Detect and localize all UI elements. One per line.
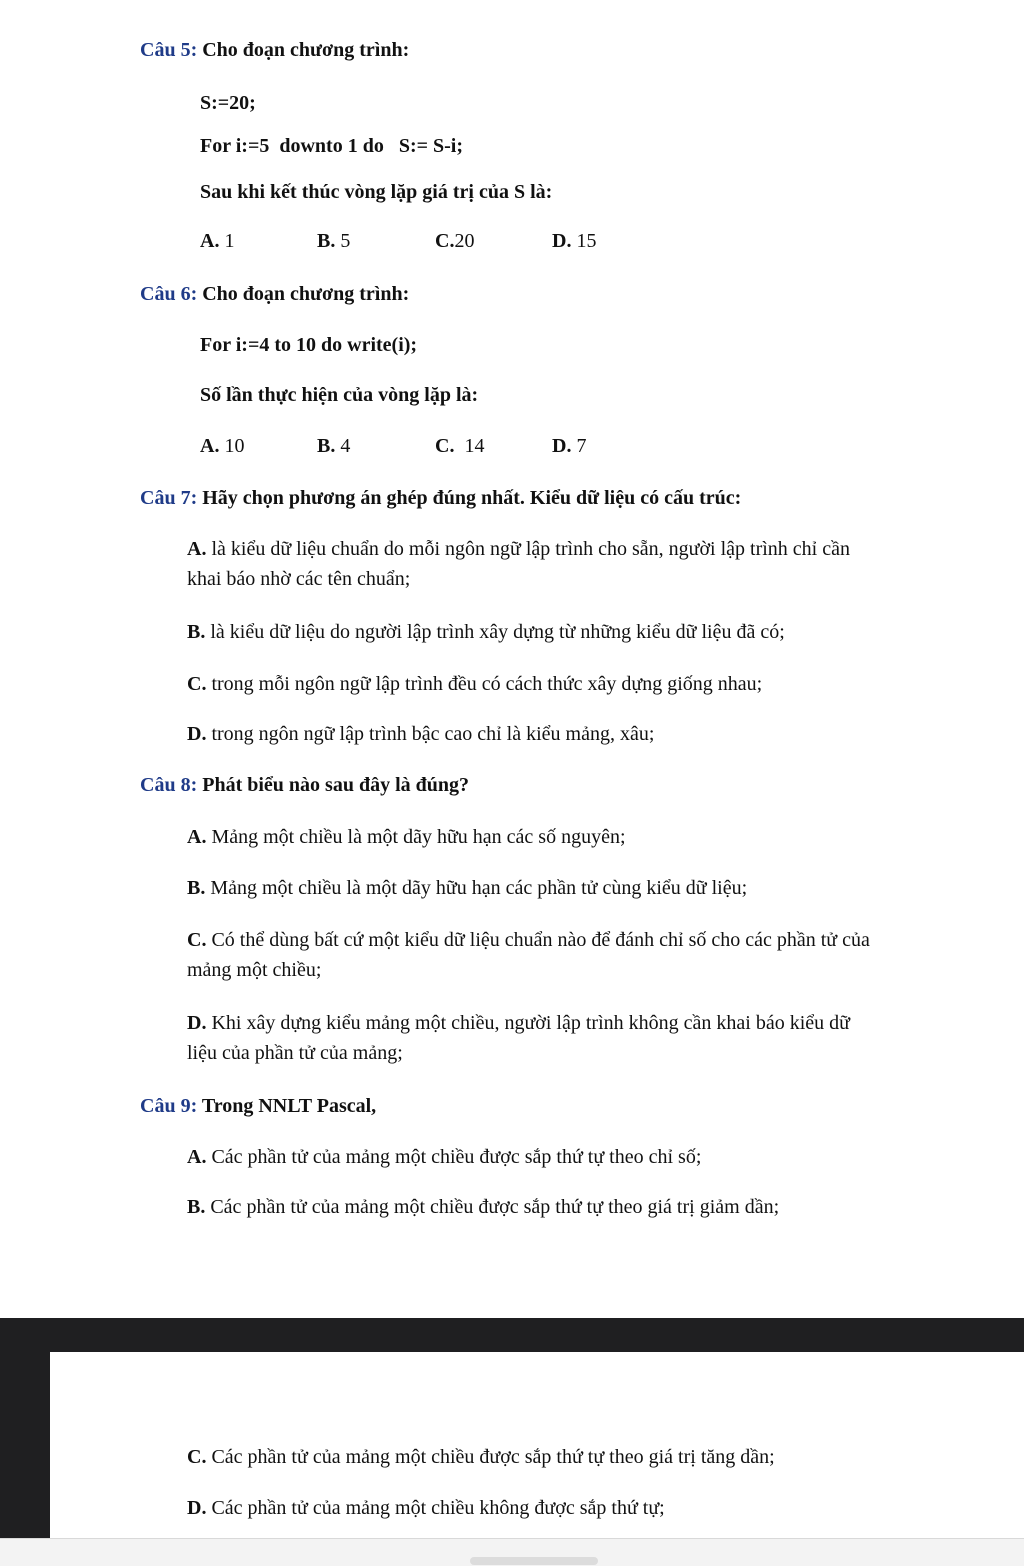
question-5-heading <box>140 38 409 62</box>
question-8-option-a: A. Mảng một chiều là một dãy hữu hạn các số nguyên; <box>187 826 626 848</box>
question-7-heading <box>140 486 741 510</box>
question-9-label: Câu 9: <box>140 1095 198 1117</box>
question-9-option-d: D. Các phần tử của mảng một chiều không được sắp thứ tự; <box>187 1497 665 1519</box>
document-page-2 <box>50 1352 1024 1538</box>
question-7-label: Câu 7: <box>140 487 198 509</box>
question-7-option-c: C. trong mỗi ngôn ngữ lập trình đều có cách thức xây dựng giống nhau; <box>187 673 763 695</box>
question-6-option-c: C. 14 <box>435 435 485 457</box>
question-9-option-b: B. Các phần tử của mảng một chiều được sắp thứ tự theo giá trị giảm dần; <box>187 1196 780 1218</box>
question-8-text: Phát biểu nào sau đây là đúng? <box>197 774 469 796</box>
question-8-option-d-continuation: liệu của phần tử của mảng; <box>187 1042 403 1064</box>
question-8-option-b: B. Mảng một chiều là một dãy hữu hạn các phần tử cùng kiểu dữ liệu; <box>187 877 748 899</box>
question-6-text: Cho đoạn chương trình: <box>197 283 410 305</box>
question-8-option-c-continuation: mảng một chiều; <box>187 959 322 981</box>
question-5-option-d: D. 15 <box>552 230 597 252</box>
question-5-label: Câu 5: <box>140 39 198 61</box>
question-7-option-a-continuation: khai báo nhờ các tên chuẩn; <box>187 568 411 590</box>
question-7-option-d: D. trong ngôn ngữ lập trình bậc cao chỉ là kiểu mảng, xâu; <box>187 723 655 745</box>
question-6-label: Câu 6: <box>140 283 198 305</box>
question-8-heading <box>140 773 469 797</box>
question-5-option-b: B. 5 <box>317 230 351 252</box>
question-6-option-d: D. 7 <box>552 435 587 457</box>
question-9-option-a: A. Các phần tử của mảng một chiều được sắp thứ tự theo chỉ số; <box>187 1146 702 1168</box>
question-8-label: Câu 8: <box>140 774 198 796</box>
question-5-code-line-1: S:=20; <box>200 92 256 114</box>
question-6-option-b: B. 4 <box>317 435 351 457</box>
left-margin-bar <box>0 1318 50 1540</box>
question-5-option-c: C.20 <box>435 230 475 252</box>
question-8-option-d: D. Khi xây dựng kiểu mảng một chiều, người lập trình không cần khai báo kiểu dữ <box>187 1012 850 1034</box>
question-9-text: Trong NNLT Pascal, <box>197 1095 377 1117</box>
question-7-text: Hãy chọn phương án ghép đúng nhất. Kiểu dữ liệu có cấu trúc: <box>197 487 742 509</box>
question-8-option-c: C. Có thể dùng bất cứ một kiểu dữ liệu chuẩn nào để đánh chỉ số cho các phần tử của <box>187 929 870 951</box>
question-5-prompt: Sau khi kết thúc vòng lặp giá trị của S là: <box>200 181 553 203</box>
question-5-option-a: A. 1 <box>200 230 235 252</box>
question-7-option-a: A. là kiểu dữ liệu chuẩn do mỗi ngôn ngữ lập trình cho sẵn, người lập trình chỉ cần <box>187 538 850 560</box>
question-5-code-line-2: For i:=5 downto 1 do S:= S-i; <box>200 135 463 157</box>
question-9-option-c: C. Các phần tử của mảng một chiều được sắp thứ tự theo giá trị tăng dần; <box>187 1446 775 1468</box>
page-break-gap <box>0 1318 1024 1352</box>
question-6-heading <box>140 282 409 306</box>
question-9-heading <box>140 1094 376 1118</box>
home-indicator[interactable] <box>470 1557 598 1565</box>
question-7-option-b: B. là kiểu dữ liệu do người lập trình xây dựng từ những kiểu dữ liệu đã có; <box>187 621 785 643</box>
question-6-code-line-1: For i:=4 to 10 do write(i); <box>200 334 418 356</box>
question-6-option-a: A. 10 <box>200 435 245 457</box>
question-6-prompt: Số lần thực hiện của vòng lặp là: <box>200 384 479 406</box>
question-5-text: Cho đoạn chương trình: <box>197 39 410 61</box>
